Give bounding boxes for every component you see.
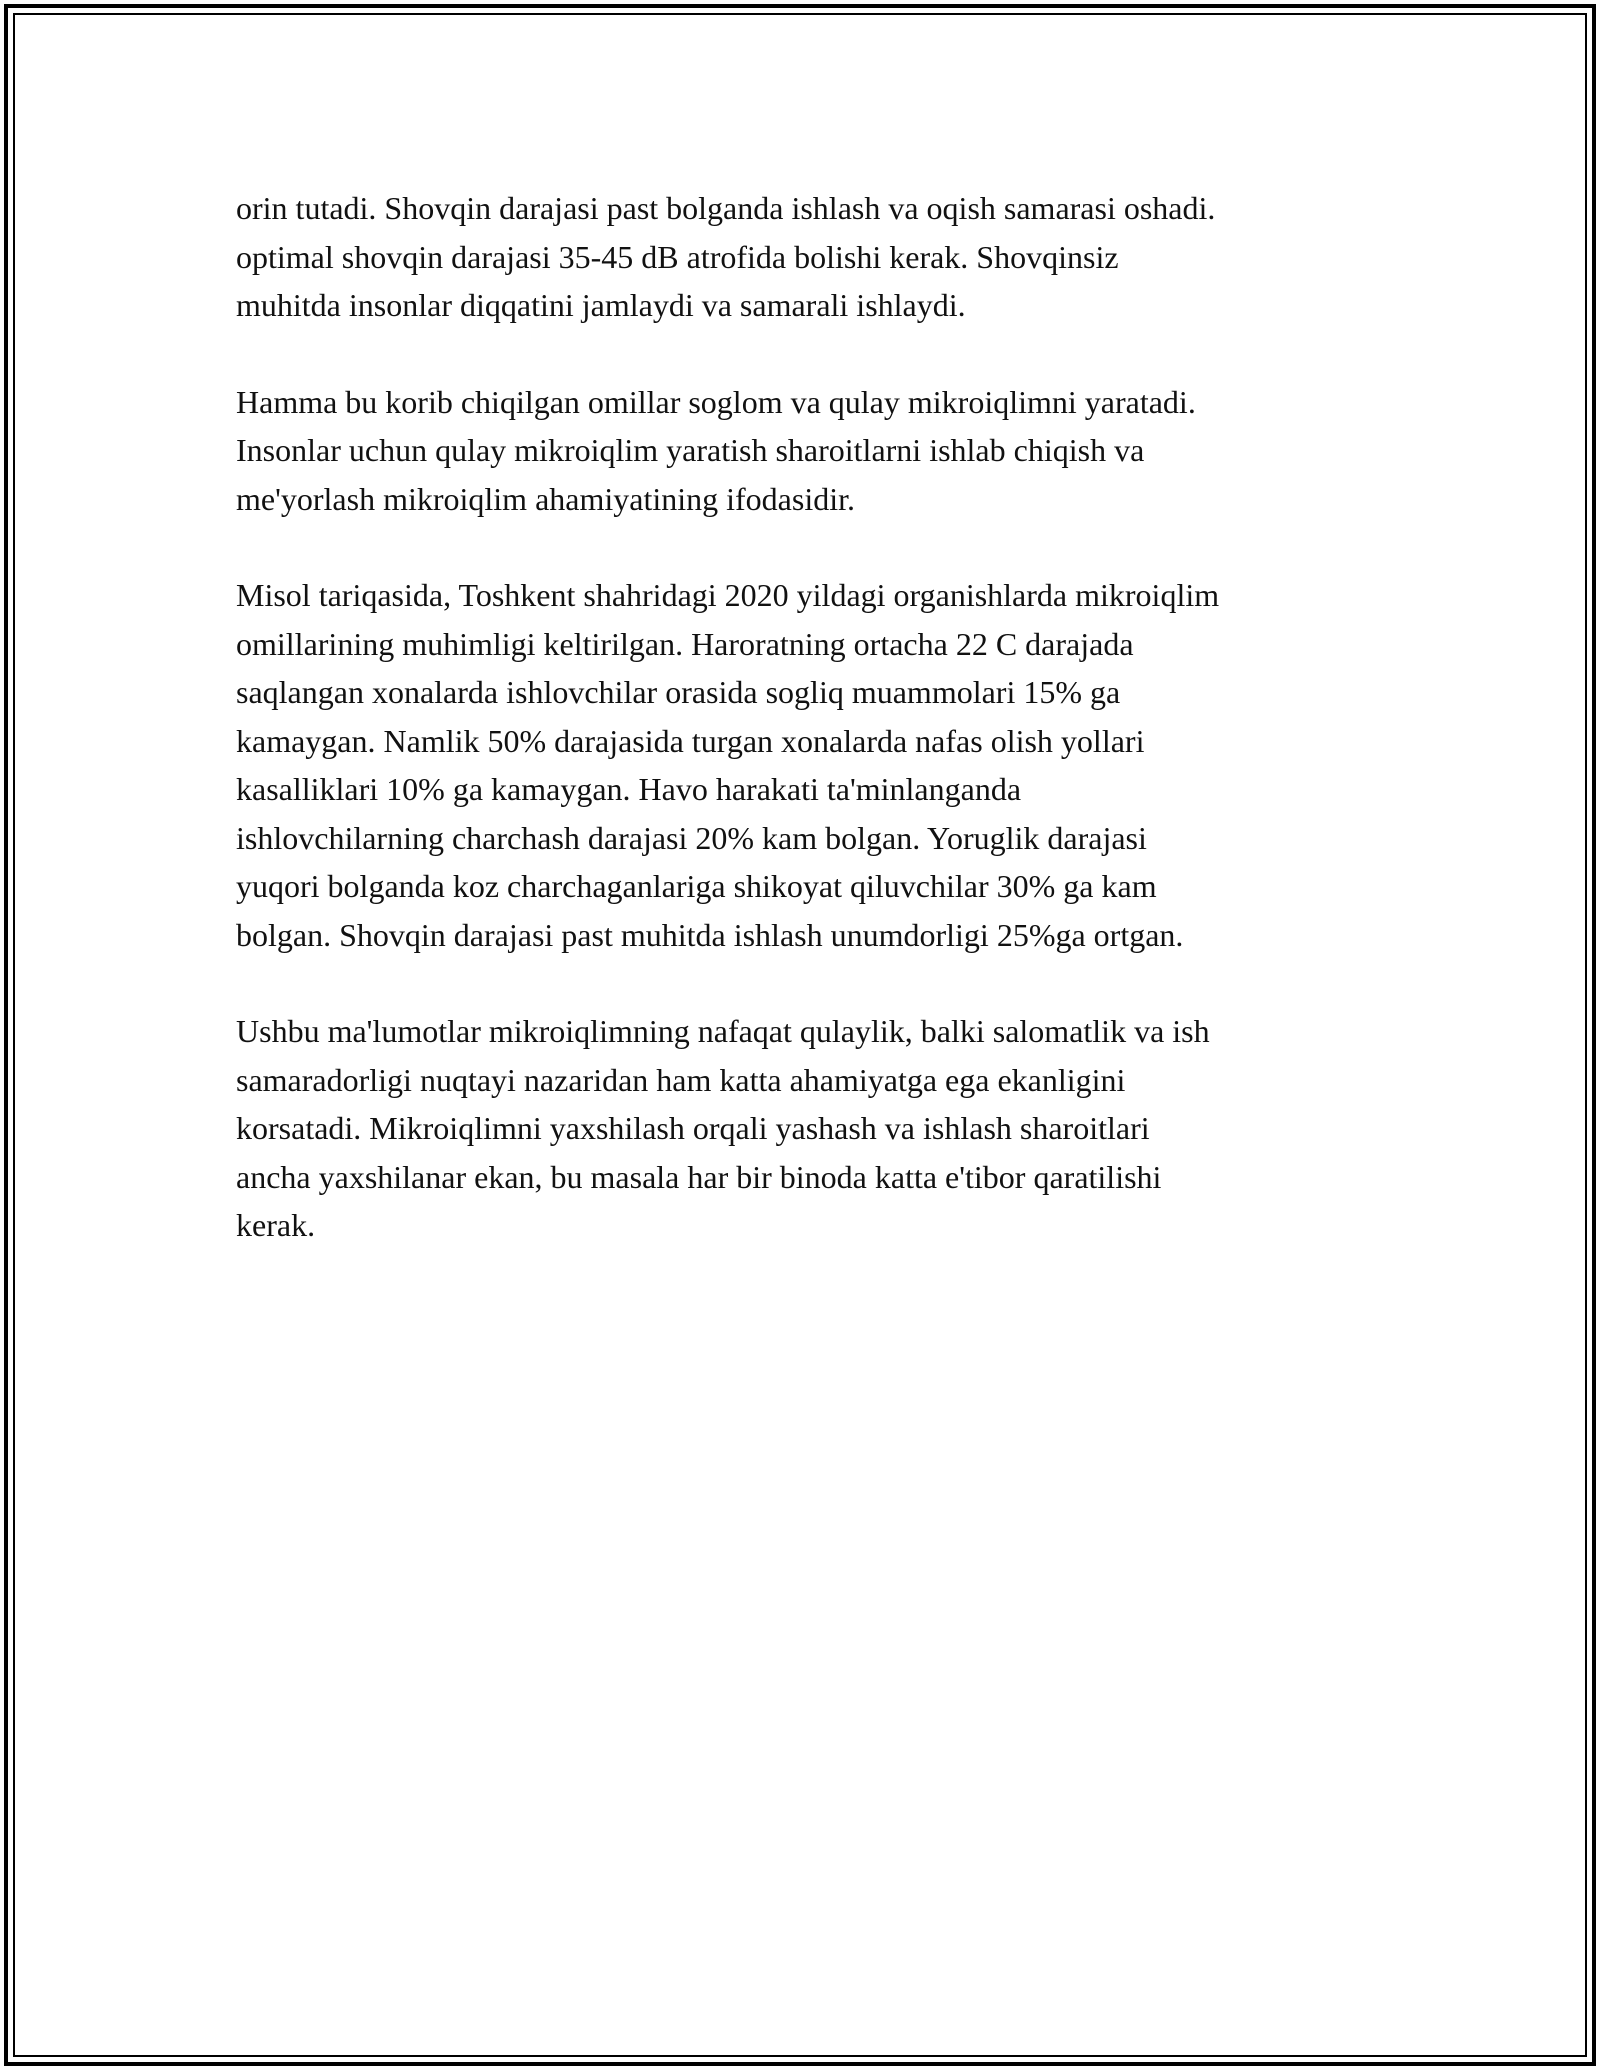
paragraph: orin tutadi. Shovqin darajasi past bolganda ishlash va oqish samarasi oshadi. optimal shovqin darajasi 35-45 dB atrofida bolishi kerak. Shovqinsiz muhitda insonlar diqqatini jamlaydi va samarali ishlaydi. [236, 190, 1216, 323]
paragraph: Misol tariqasida, Toshkent shahridagi 2020 yildagi organishlarda mikroiqlim omillarining muhimligi keltirilgan. Haroratning ortacha 22 C darajada saqlangan xonalarda ishlovchilar orasida sogliq muammolari 15% ga kamaygan. Namlik 50% darajasida turgan xonalarda nafas olish yollari kasalliklari 10% ga kamaygan. Havo harakati ta'minlanganda ishlovchilarning charchash darajasi 20% kam bolgan. Yoruglik darajasi yuqori bolganda koz charchaganlariga shikoyat qiluvchilar 30% ga kam bolgan. Shovqin darajasi past muhitda ishlash unumdorligi 25%ga ortgan. [236, 577, 1220, 953]
paragraph: Hamma bu korib chiqilgan omillar soglom va qulay mikroiqlimni yaratadi. Insonlar uchun qulay mikroiqlim yaratish sharoitlarni ishlab chiqish va me'yorlash mikroiqlim ahamiyatining ifodasidir. [236, 383, 1196, 517]
document-body [236, 184, 1376, 1298]
paragraph: Ushbu ma'lumotlar mikroiqlimning nafaqat qulaylik, balki salomatlik va ish samaradorligi nuqtayi nazaridan ham katta ahamiyatga ega ekanligini korsatadi. Mikroiqlimni yaxshilash orqali yashash va ishlash sharoitlari ancha yaxshilanar ekan, bu masala har bir binoda katta e'tibor qaratilishi kerak. [236, 1013, 1210, 1243]
